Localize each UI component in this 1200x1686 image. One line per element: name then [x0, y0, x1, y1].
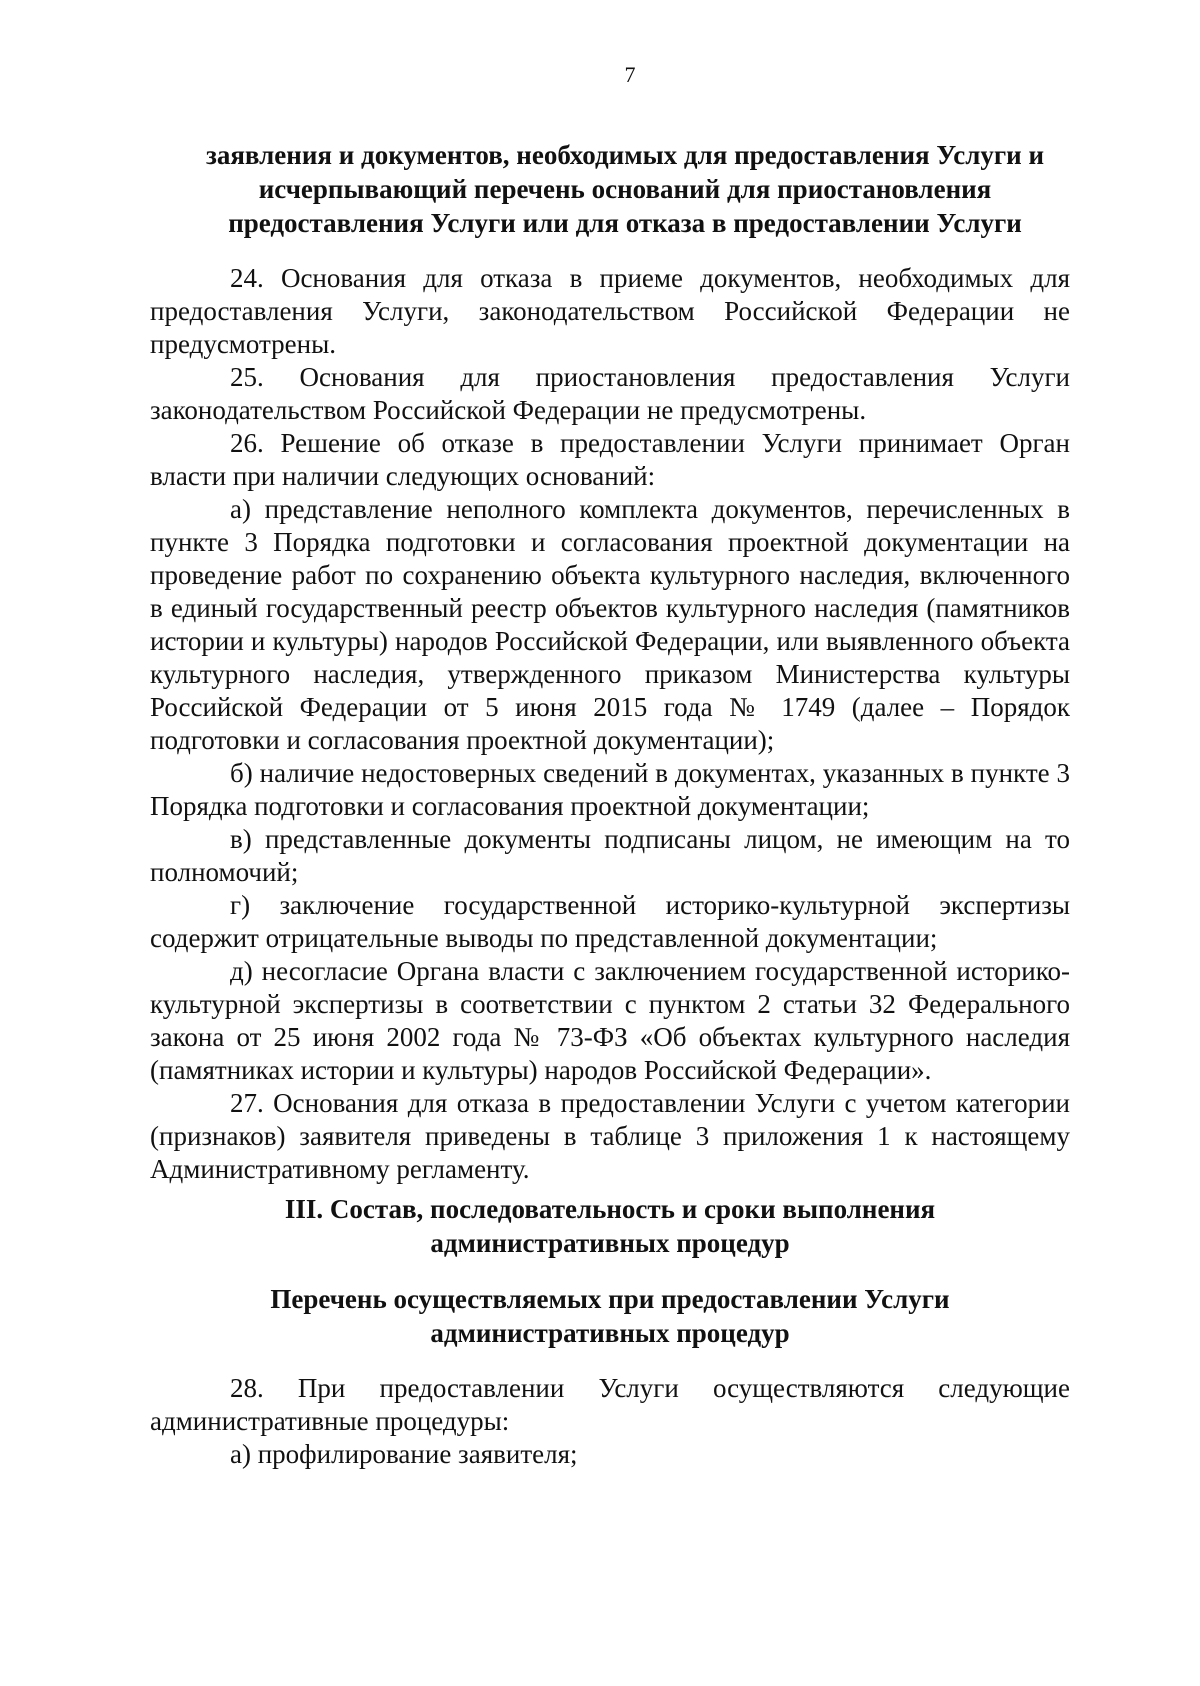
paragraph-26-b: б) наличие недостоверных сведений в документах, указанных в пункте 3 Порядка подготовки и согласования проектной документации; [150, 758, 1070, 821]
page-number: 7 [624, 62, 636, 87]
paragraph-26-a: а) представление неполного комплекта документов, перечисленных в пункте 3 Порядка подготовки и согласования проектной документации на проведение работ по сохранению объекта культурного наследия, включенного в единый государственный реестр объектов культурного наследия (памятников истории и культуры) народов Российской Федерации, или выявленного объекта культурного наследия, утвержденного приказом Министерства культуры Российской Федерации от 5 июня 2015 года № 1749 (далее – Порядок подготовки и согласования проектной документации); [150, 494, 1070, 755]
paragraph-28-a: а) профилирование заявителя; [230, 1439, 578, 1469]
paragraph-26-v: в) представленные документы подписаны лицом, не имеющим на то полномочий; [150, 824, 1070, 887]
paragraph-27: 27. Основания для отказа в предоставлении Услуги с учетом категории (признаков) заявителя приведены в таблице 3 приложения 1 к настоящему Административному регламенту. [150, 1088, 1070, 1184]
paragraph-24: 24. Основания для отказа в приеме документов, необходимых для предоставления Услуги, законодательством Российской Федерации не предусмотрены. [150, 263, 1070, 359]
refusal-grounds-body [150, 262, 1070, 1186]
paragraph-26-d: д) несогласие Органа власти с заключением государственной историко-культурной экспертизы в соответствии с пунктом 2 статьи 32 Федерального закона от 25 июня 2002 года № 73-ФЗ «Об объектах культурного наследия (памятниках истории и культуры) народов Российской Федерации». [150, 956, 1070, 1085]
intro-heading: заявления и документов, необходимых для предоставления Услуги и исчерпывающий перечень оснований для приостановления предоставления Услуги или для отказа в предоставлении Услуги [205, 140, 1045, 238]
paragraph-26-g: г) заключение государственной историко-культурной экспертизы содержит отрицательные выводы по представленной документации; [150, 890, 1070, 953]
procedures-body [150, 1372, 1070, 1471]
section-heading: III. Состав, последовательность и сроки выполнения административных процедур [284, 1194, 936, 1258]
paragraph-25: 25. Основания для приостановления предоставления Услуги законодательством Российской Федерации не предусмотрены. [150, 362, 1070, 425]
subsection-heading: Перечень осуществляемых при предоставлении Услуги административных процедур [270, 1284, 950, 1348]
paragraph-28: 28. При предоставлении Услуги осуществляются следующие административные процедуры: [150, 1373, 1070, 1436]
paragraph-26: 26. Решение об отказе в предоставлении Услуги принимает Орган власти при наличии следующих оснований: [150, 428, 1070, 491]
